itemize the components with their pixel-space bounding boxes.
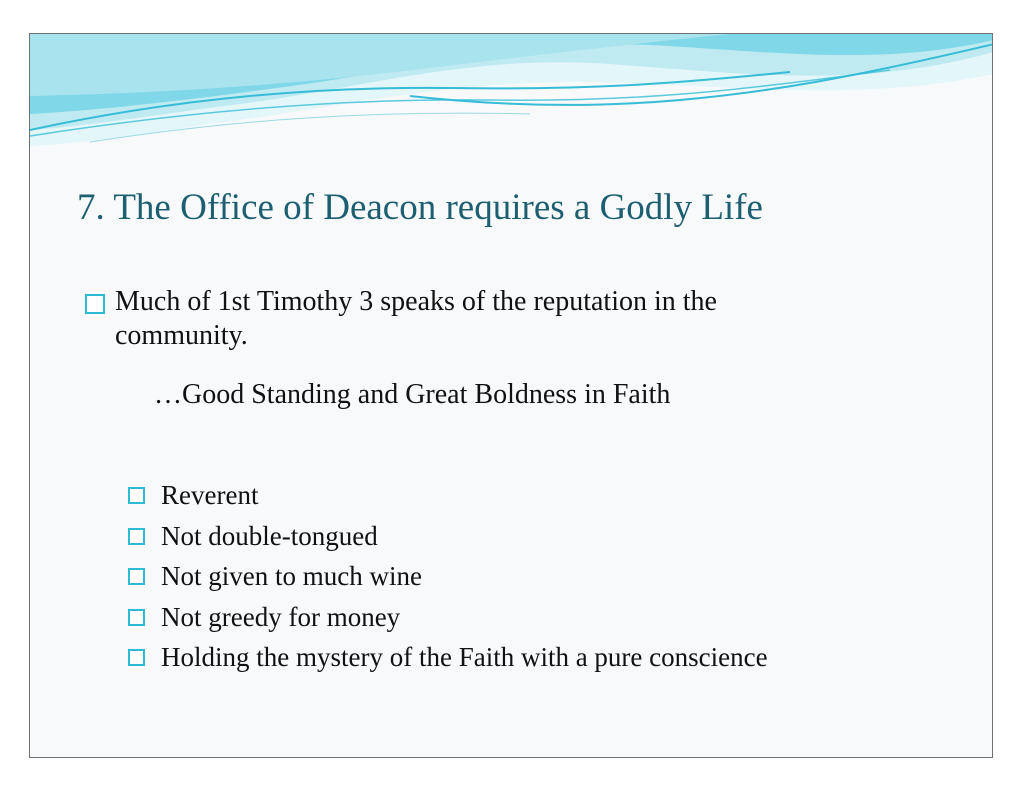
- main-bullet-line-2: community.: [115, 320, 248, 351]
- square-bullet-icon: [128, 568, 145, 585]
- sub-heading: …Good Standing and Great Boldness in Faith: [154, 379, 671, 410]
- square-bullet-icon: [128, 528, 145, 545]
- list-item-text: Holding the mystery of the Faith with a pure conscience: [161, 642, 768, 672]
- list-item-text: Not greedy for money: [161, 601, 401, 632]
- square-bullet-icon: [128, 649, 145, 666]
- slide-title: 7. The Office of Deacon requires a Godly Life: [77, 187, 763, 228]
- list-item: [128, 475, 768, 516]
- square-bullet-icon: [128, 487, 145, 504]
- list-item: [128, 556, 768, 597]
- slide: [29, 33, 993, 758]
- square-bullet-icon: [85, 294, 105, 314]
- list-item-text: Not double-tongued: [161, 520, 378, 551]
- list-item: [128, 516, 768, 557]
- decorative-wave-banner: [30, 34, 993, 164]
- qualities-list: [128, 475, 768, 678]
- list-item: [128, 597, 768, 638]
- list-item: [128, 637, 768, 678]
- square-bullet-icon: [128, 609, 145, 626]
- list-item-text: Reverent: [161, 480, 259, 510]
- main-bullet-text: [85, 285, 945, 353]
- list-item-text: Not given to much wine: [161, 561, 422, 591]
- main-bullet-line-1: Much of 1st Timothy 3 speaks of the reputation in the: [115, 286, 717, 317]
- main-bullet-point: [85, 285, 945, 353]
